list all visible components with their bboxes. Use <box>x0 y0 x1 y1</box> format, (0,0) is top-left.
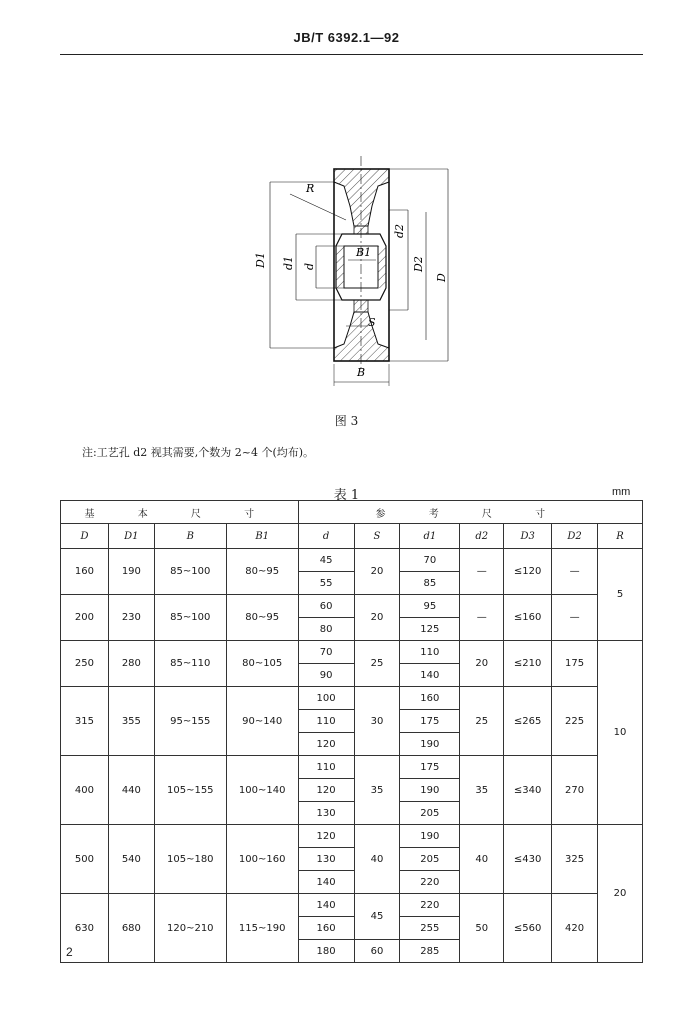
cell: 225 <box>552 687 598 756</box>
cell: 85~100 <box>154 595 226 641</box>
cell: 85 <box>400 572 460 595</box>
cell: 630 <box>61 894 109 963</box>
table-row <box>61 825 643 848</box>
table-row <box>61 894 643 917</box>
cell: 55 <box>298 572 354 595</box>
label-D2: D2 <box>412 256 425 272</box>
cell: 95~155 <box>154 687 226 756</box>
cell: 250 <box>61 641 109 687</box>
cell: 175 <box>400 756 460 779</box>
cell: 70 <box>298 641 354 664</box>
cell: 105~180 <box>154 825 226 894</box>
cell: 130 <box>298 848 354 871</box>
cell: 120 <box>298 825 354 848</box>
cell: 50 <box>460 894 504 963</box>
table-row <box>61 687 643 710</box>
cell: 315 <box>61 687 109 756</box>
cell: 110 <box>298 756 354 779</box>
cell: ≤210 <box>504 641 552 687</box>
cell: ≤160 <box>504 595 552 641</box>
cell: 190 <box>108 549 154 595</box>
cell: 120 <box>298 733 354 756</box>
label-d1: d1 <box>282 255 295 270</box>
cell: — <box>460 595 504 641</box>
cell: 20 <box>460 641 504 687</box>
label-B1: B1 <box>356 246 372 259</box>
cell: ≤430 <box>504 825 552 894</box>
col-header: B1 <box>226 524 298 549</box>
header-rule <box>60 54 643 55</box>
cell: 220 <box>400 894 460 917</box>
cell: 190 <box>400 825 460 848</box>
figure-note: 注:工艺孔 d2 视其需要,个数为 2~4 个(均布)。 <box>82 446 315 459</box>
cell: 140 <box>400 664 460 687</box>
cell: 180 <box>298 940 354 963</box>
cell: 160 <box>61 549 109 595</box>
table-title: 表 1 <box>333 488 360 503</box>
table-row <box>61 756 643 779</box>
table-unit: mm <box>612 486 631 498</box>
cell: 680 <box>108 894 154 963</box>
cell: 80~105 <box>226 641 298 687</box>
cell: 220 <box>400 871 460 894</box>
cell: 140 <box>298 871 354 894</box>
cell: 140 <box>298 894 354 917</box>
figure-caption: 图 3 <box>334 414 359 428</box>
label-D: D <box>435 273 448 282</box>
cell: 205 <box>400 848 460 871</box>
cell: 80~95 <box>226 595 298 641</box>
cell: 175 <box>400 710 460 733</box>
cell: 255 <box>400 917 460 940</box>
cell: 100~160 <box>226 825 298 894</box>
dimension-table <box>60 500 643 963</box>
cell: 110 <box>400 641 460 664</box>
cell: 85~110 <box>154 641 226 687</box>
col-header: d2 <box>460 524 504 549</box>
cell: 190 <box>400 779 460 802</box>
table-row <box>61 549 643 572</box>
label-d2: d2 <box>393 223 406 238</box>
cell: 120 <box>298 779 354 802</box>
cell: ≤340 <box>504 756 552 825</box>
cell: 60 <box>298 595 354 618</box>
cell: ≤120 <box>504 549 552 595</box>
cell: 115~190 <box>226 894 298 963</box>
cell: 230 <box>108 595 154 641</box>
group-basic-header: 基 本 尺 寸 <box>61 501 299 524</box>
cell: 40 <box>460 825 504 894</box>
table-row <box>61 595 643 618</box>
label-d: d <box>303 262 316 270</box>
cell: 160 <box>298 917 354 940</box>
cell: 285 <box>400 940 460 963</box>
col-header: d1 <box>400 524 460 549</box>
cell: — <box>460 549 504 595</box>
table-row <box>61 641 643 664</box>
cell: 200 <box>61 595 109 641</box>
cell: 175 <box>552 641 598 687</box>
label-R: R <box>306 182 315 195</box>
cell: 40 <box>354 825 400 894</box>
label-D1: D1 <box>254 252 267 268</box>
cell: 100~140 <box>226 756 298 825</box>
cell: 5 <box>598 549 643 641</box>
cell: 45 <box>298 549 354 572</box>
cell: 35 <box>460 756 504 825</box>
cell: 500 <box>61 825 109 894</box>
label-B: B <box>357 366 366 379</box>
cell: 110 <box>298 710 354 733</box>
cell: 30 <box>354 687 400 756</box>
col-header: D1 <box>108 524 154 549</box>
label-S: S <box>368 316 376 329</box>
cell: 440 <box>108 756 154 825</box>
col-header: S <box>354 524 400 549</box>
cell: 100 <box>298 687 354 710</box>
cell: 80 <box>298 618 354 641</box>
cell: 25 <box>460 687 504 756</box>
cell: 125 <box>400 618 460 641</box>
col-header: R <box>598 524 643 549</box>
cell: — <box>552 549 598 595</box>
cell: ≤560 <box>504 894 552 963</box>
cell: — <box>552 595 598 641</box>
cell: 90~140 <box>226 687 298 756</box>
section-drawing <box>220 150 480 395</box>
cell: ≤265 <box>504 687 552 756</box>
col-header: B <box>154 524 226 549</box>
cell: 85~100 <box>154 549 226 595</box>
cell: 80~95 <box>226 549 298 595</box>
cell: 10 <box>598 641 643 825</box>
cell: 280 <box>108 641 154 687</box>
cell: 20 <box>354 595 400 641</box>
cell: 105~155 <box>154 756 226 825</box>
col-header: d <box>298 524 354 549</box>
col-header: D3 <box>504 524 552 549</box>
cell: 60 <box>354 940 400 963</box>
cell: 70 <box>400 549 460 572</box>
page-number: 2 <box>66 945 73 959</box>
cell: 355 <box>108 687 154 756</box>
cell: 400 <box>61 756 109 825</box>
cell: 20 <box>354 549 400 595</box>
cell: 160 <box>400 687 460 710</box>
cell: 205 <box>400 802 460 825</box>
cell: 120~210 <box>154 894 226 963</box>
wheel-section-figure <box>220 150 480 399</box>
cell: 325 <box>552 825 598 894</box>
document-header: JB/T 6392.1—92 <box>293 30 400 45</box>
col-header: D <box>61 524 109 549</box>
cell: 35 <box>354 756 400 825</box>
cell: 130 <box>298 802 354 825</box>
group-ref-header: 参 考 尺 寸 <box>298 501 642 524</box>
cell: 95 <box>400 595 460 618</box>
col-header: D2 <box>552 524 598 549</box>
cell: 270 <box>552 756 598 825</box>
cell: 90 <box>298 664 354 687</box>
cell: 45 <box>354 894 400 940</box>
cell: 190 <box>400 733 460 756</box>
cell: 20 <box>598 825 643 963</box>
cell: 25 <box>354 641 400 687</box>
cell: 420 <box>552 894 598 963</box>
cell: 540 <box>108 825 154 894</box>
